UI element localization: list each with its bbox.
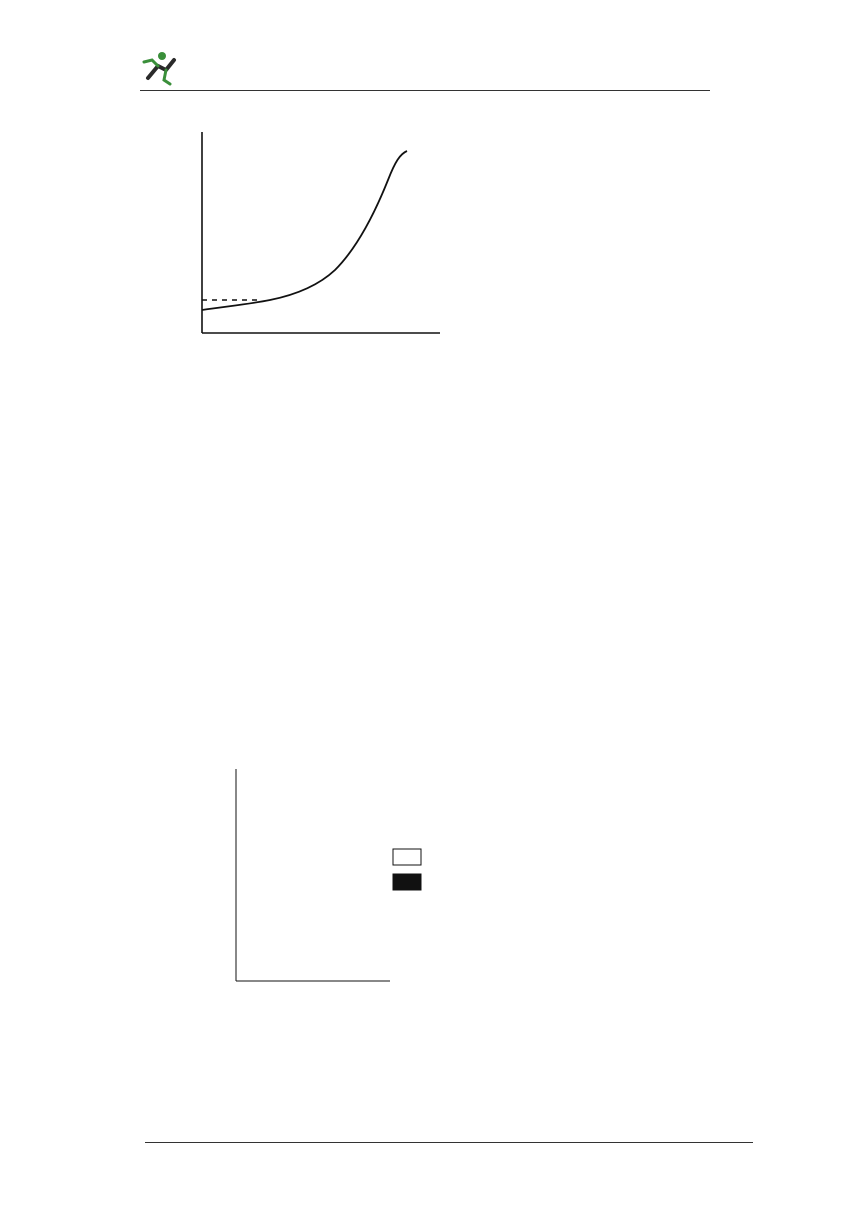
fig2-legend [393, 849, 421, 890]
ventilation-chart [140, 120, 460, 395]
oxidation-bar-chart [145, 752, 505, 992]
header-divider [140, 90, 710, 91]
fig1-curve [202, 151, 407, 310]
page-header [140, 40, 710, 90]
logo [140, 48, 310, 88]
legend-swatch-smoker [393, 874, 421, 890]
legend-swatch-nonsmoker [393, 849, 421, 865]
runner-icon [144, 52, 174, 84]
footer-divider [145, 1142, 753, 1143]
